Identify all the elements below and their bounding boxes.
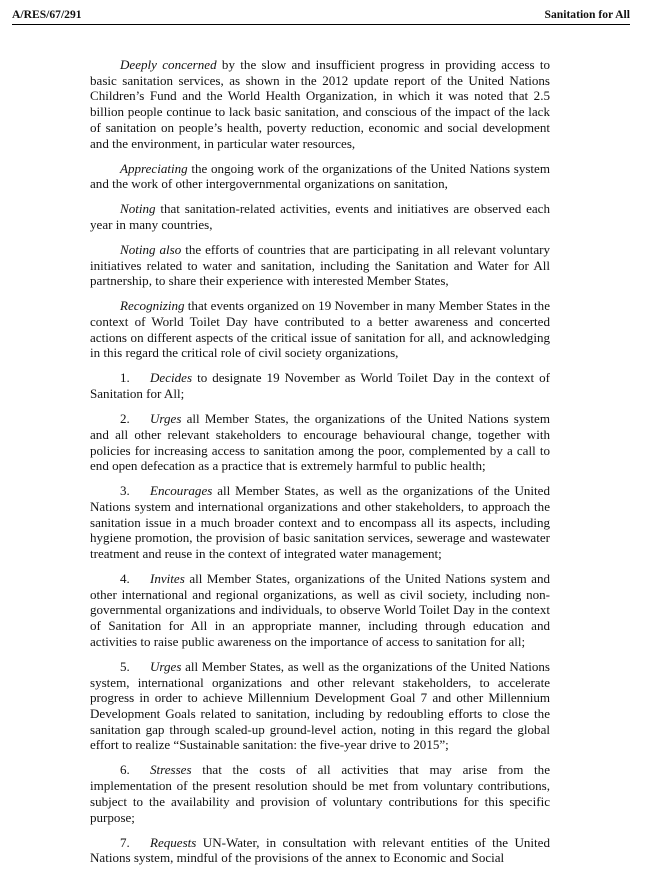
paragraph-lead: Appreciating (120, 160, 188, 176)
document-symbol: A/RES/67/291 (12, 8, 82, 21)
paragraph-number: 7. (120, 834, 130, 850)
paragraph-number: 5. (120, 658, 130, 674)
paragraph-lead: Noting (120, 201, 156, 217)
operative-paragraph (90, 571, 550, 650)
paragraph-number: 3. (120, 483, 130, 499)
paragraph-number: 1. (120, 370, 130, 386)
paragraph-lead: Decides (150, 370, 193, 386)
paragraph-text: to designate 19 November as World Toilet Day in the context of Sanitation for All; (90, 370, 550, 402)
preamble-paragraph (90, 298, 550, 361)
paragraph-text: by the slow and insufficient progress in providing access to basic sanitation services, as shown in the 2012 update report of the United Nations Children’s Fund and the World Health Organization, in which it was noted that 2.5 billion people continue to lack basic sanitation, and conscious of the impact of the lack of sanitation on people’s health, poverty reduction, economic and social development and the environment, in particular water resources, (90, 57, 551, 151)
operative-paragraph (90, 370, 550, 401)
paragraph-lead: Invites (150, 571, 185, 587)
paragraph-lead: Stresses (150, 762, 192, 778)
paragraph-lead: Urges (150, 411, 182, 427)
preamble-paragraph (90, 57, 550, 151)
paragraph-text: all Member States, the organizations of the United Nations system and all other relevant stakeholders to encourage behavioural change, together with policies for increasing access to sanitation among the poor, complemented by a call to end open defecation as a practice that is extremely harmful to public health; (90, 411, 550, 474)
paragraph-lead: Deeply concerned (120, 57, 217, 72)
paragraph-text: UN-Water, in consultation with relevant entities of the United Nations system, mindful of the provisions of the annex to Economic and Social (90, 834, 550, 866)
operative-paragraph (90, 762, 550, 825)
paragraph-text: that sanitation-related activities, events and initiatives are observed each year in many countries, (90, 201, 550, 232)
document-title: Sanitation for All (544, 8, 630, 21)
operative-paragraph (90, 835, 550, 866)
operative-paragraph (90, 483, 550, 562)
paragraph-number: 6. (120, 762, 130, 778)
paragraph-lead: Encourages (150, 483, 213, 499)
paragraph-text: all Member States, organizations of the United Nations system and other international and regional organizations, as well as civil society, including non-governmental organizations and individuals, to observe World Toilet Day in the context of Sanitation for All in an appropriate manner, including through education and activities to raise public awareness on the importance of access to sanitation for all; (90, 571, 550, 649)
operative-paragraph (90, 411, 550, 474)
paragraph-lead: Noting also (120, 241, 182, 257)
paragraph-lead: Requests (150, 834, 197, 850)
operative-paragraph (90, 659, 550, 753)
paragraph-text: the ongoing work of the organizations of the United Nations system and the work of other intergovernmental organizations on sanitation, (90, 160, 550, 192)
paragraph-text: that the costs of all activities that may arise from the implementation of the present resolution should be met from voluntary contributions, subject to the availability and provision of voluntary contributions for this specific purpose; (90, 762, 550, 825)
preamble-paragraph (90, 161, 550, 192)
preamble-paragraph (90, 201, 550, 232)
paragraph-number: 2. (120, 411, 130, 427)
paragraph-lead: Recognizing (120, 298, 185, 314)
paragraph-text: that events organized on 19 November in many Member States in the context of World Toilet Day have contributed to a better awareness and concerted actions on different aspects of the critical issue of sanitation for all, and acknowledging in this regard the critical role of civil society organizations, (90, 298, 550, 361)
document-body (90, 57, 550, 875)
paragraph-text: all Member States, as well as the organizations of the United Nations system and international organizations and other stakeholders, to approach the sanitation issue in a much broader context and to encompass all its aspects, including hygiene promotion, the provision of basic sanitation services, sewerage and wastewater treatment and reuse in the context of integrated water management; (90, 483, 550, 562)
page-header (12, 8, 630, 25)
paragraph-text: the efforts of countries that are participating in all relevant voluntary initiatives related to water and sanitation, including the Sanitation and Water for All partnership, to share their experience with interested Member States, (90, 241, 550, 289)
paragraph-lead: Urges (150, 658, 182, 674)
paragraph-text: all Member States, as well as the organizations of the United Nations system, international organizations and other relevant stakeholders, to accelerate progress in order to achieve Millennium Development Goal 7 and other Millennium Development Goals related to sanitation, including by redoubling efforts to close the sanitation gap through scaled-up ground-level action, noting in this regard the global effort to realize “Sustainable sanitation: the five-year drive to 2015”; (90, 658, 550, 753)
paragraph-number: 4. (120, 571, 130, 587)
preamble-paragraph (90, 242, 550, 289)
